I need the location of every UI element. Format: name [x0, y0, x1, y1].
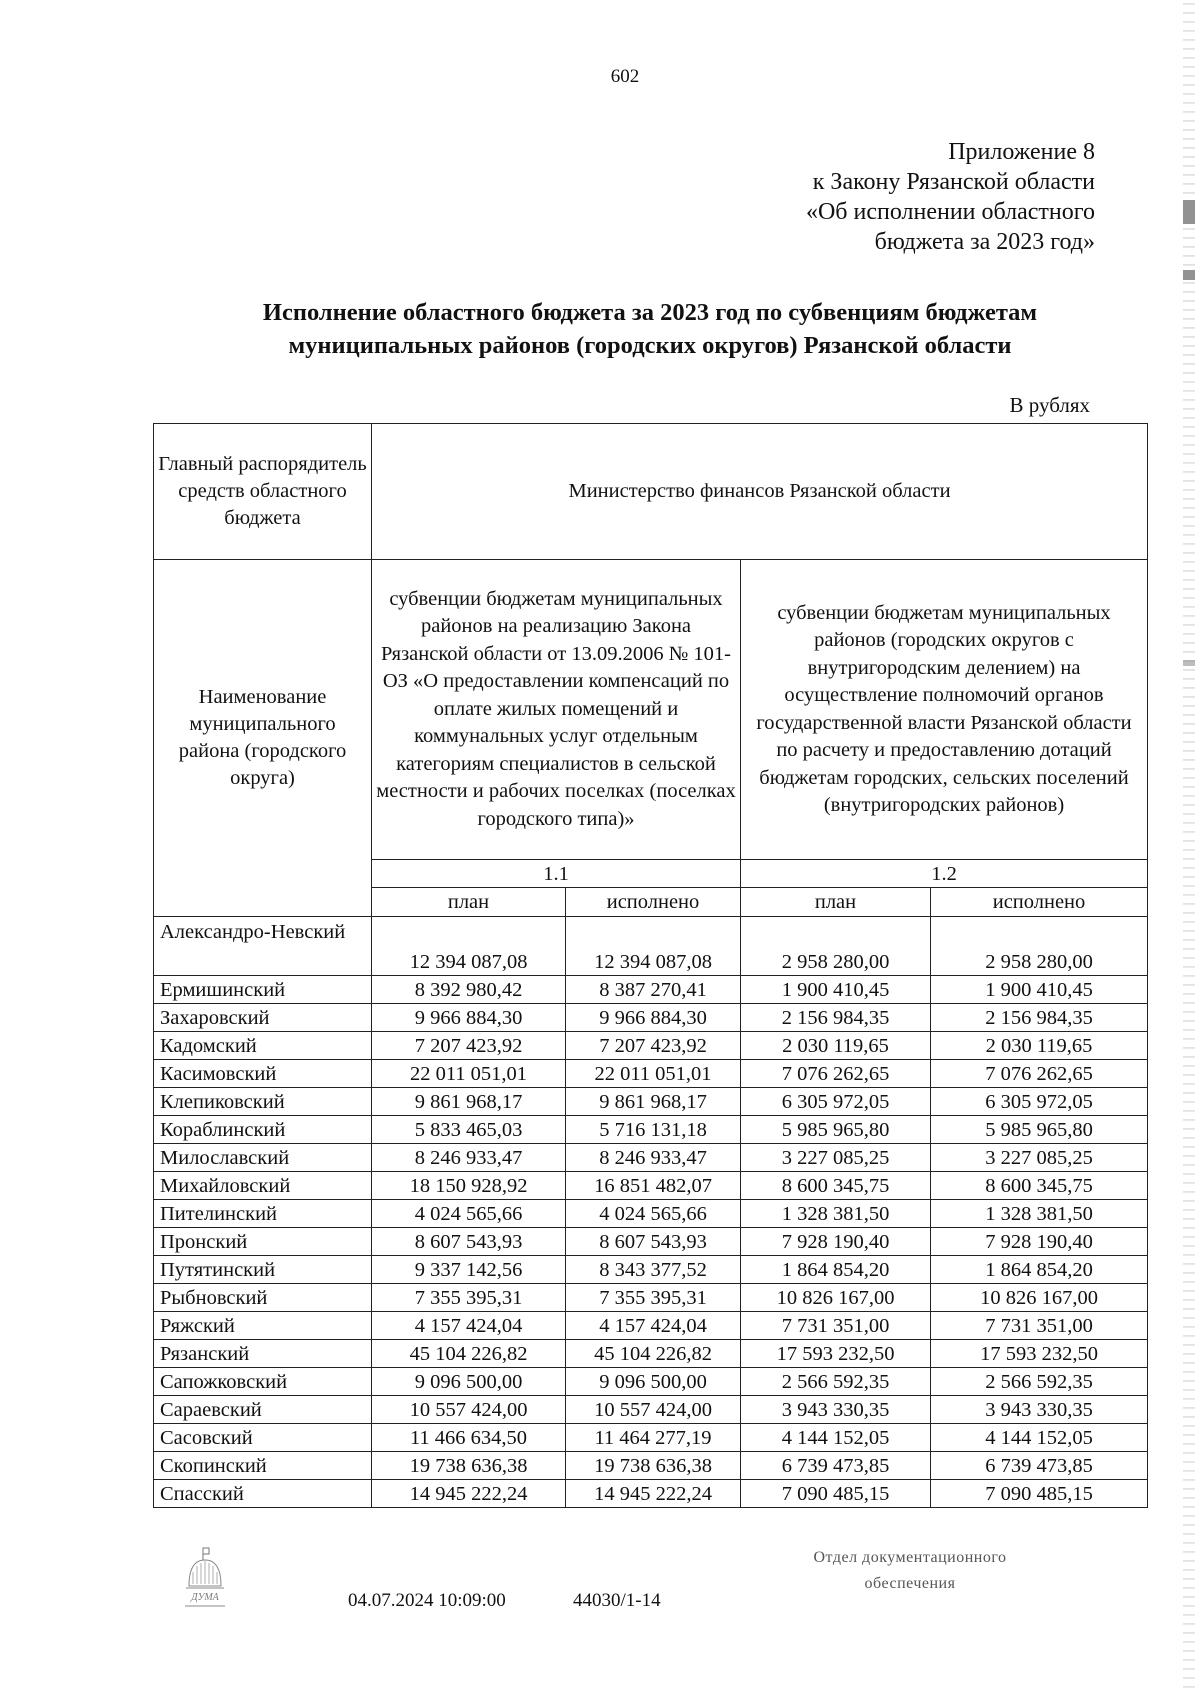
plan-1-value: 8 607 543,93 — [372, 1228, 566, 1256]
plan-1-value: 11 466 634,50 — [372, 1424, 566, 1452]
subventions-table — [153, 423, 1148, 1508]
header-name-label: Наименование муниципального района (городского округа) — [154, 560, 372, 917]
plan-1-value: 9 861 968,17 — [372, 1088, 566, 1116]
plan-2-value: 17 593 232,50 — [741, 1340, 931, 1368]
scan-mark — [1183, 270, 1195, 280]
plan-1-value: 9 966 884,30 — [372, 1004, 566, 1032]
done-1-value: 8 387 270,41 — [566, 976, 741, 1004]
done-2-value: 8 600 345,75 — [931, 1172, 1148, 1200]
done-2-value: 2 958 280,00 — [931, 917, 1148, 976]
done-2-value: 2 566 592,35 — [931, 1368, 1148, 1396]
subcolumn-done-1: исполнено — [566, 888, 741, 917]
header-admin-label: Главный распорядитель средств областного бюджета — [154, 424, 372, 560]
district-name: Пронский — [154, 1228, 372, 1256]
appendix-line-1: Приложение 8 — [948, 139, 1095, 165]
table-row — [154, 1200, 1148, 1228]
table-row — [154, 976, 1148, 1004]
appendix-line-2: к Закону Рязанской области — [812, 169, 1095, 195]
done-1-value: 8 343 377,52 — [566, 1256, 741, 1284]
header-row-description — [154, 560, 1148, 860]
column-group-1-code: 1.1 — [372, 860, 741, 888]
table-row — [154, 1032, 1148, 1060]
done-1-value: 4 157 424,04 — [566, 1312, 741, 1340]
plan-1-value: 4 024 565,66 — [372, 1200, 566, 1228]
duma-building-icon — [183, 1546, 227, 1610]
table-row — [154, 1060, 1148, 1088]
done-2-value: 5 985 965,80 — [931, 1116, 1148, 1144]
done-1-value: 8 246 933,47 — [566, 1144, 741, 1172]
district-name: Спасский — [154, 1480, 372, 1508]
done-2-value: 10 826 167,00 — [931, 1284, 1148, 1312]
done-1-value: 14 945 222,24 — [566, 1480, 741, 1508]
plan-2-value: 1 864 854,20 — [741, 1256, 931, 1284]
done-2-value: 1 900 410,45 — [931, 976, 1148, 1004]
district-name: Путятинский — [154, 1256, 372, 1284]
done-1-value: 22 011 051,01 — [566, 1060, 741, 1088]
table-row — [154, 1452, 1148, 1480]
scan-mark — [1183, 200, 1195, 224]
plan-2-value: 3 943 330,35 — [741, 1396, 931, 1424]
plan-2-value: 7 076 262,65 — [741, 1060, 931, 1088]
done-1-value: 19 738 636,38 — [566, 1452, 741, 1480]
plan-2-value: 2 030 119,65 — [741, 1032, 931, 1060]
header-row-admin — [154, 424, 1148, 560]
district-name: Пителинский — [154, 1200, 372, 1228]
plan-1-value: 12 394 087,08 — [372, 917, 566, 976]
district-name: Ермишинский — [154, 976, 372, 1004]
done-2-value: 17 593 232,50 — [931, 1340, 1148, 1368]
district-name: Кадомский — [154, 1032, 372, 1060]
plan-2-value: 10 826 167,00 — [741, 1284, 931, 1312]
plan-1-value: 10 557 424,00 — [372, 1396, 566, 1424]
plan-2-value: 7 928 190,40 — [741, 1228, 931, 1256]
district-name: Милославский — [154, 1144, 372, 1172]
district-name: Ряжский — [154, 1312, 372, 1340]
logo-caption: ДУМА — [191, 1592, 219, 1603]
appendix-line-3: «Об исполнении областного — [805, 199, 1095, 225]
table-row — [154, 1396, 1148, 1424]
done-2-value: 1 864 854,20 — [931, 1256, 1148, 1284]
scan-mark — [1183, 660, 1195, 666]
done-2-value: 7 731 351,00 — [931, 1312, 1148, 1340]
plan-2-value: 6 305 972,05 — [741, 1088, 931, 1116]
plan-1-value: 45 104 226,82 — [372, 1340, 566, 1368]
table-row — [154, 1088, 1148, 1116]
plan-2-value: 1 328 381,50 — [741, 1200, 931, 1228]
column-group-2-code: 1.2 — [741, 860, 1148, 888]
scan-edge-strip — [1183, 0, 1195, 1695]
done-2-value: 4 144 152,05 — [931, 1424, 1148, 1452]
district-name: Клепиковский — [154, 1088, 372, 1116]
plan-1-value: 9 337 142,56 — [372, 1256, 566, 1284]
plan-2-value: 7 090 485,15 — [741, 1480, 931, 1508]
title-line-2: муниципальных районов (городских округов) Рязанской области — [288, 332, 1012, 359]
plan-2-value: 7 731 351,00 — [741, 1312, 931, 1340]
done-1-value: 12 394 087,08 — [566, 917, 741, 976]
district-name: Рыбновский — [154, 1284, 372, 1312]
done-1-value: 7 207 423,92 — [566, 1032, 741, 1060]
done-2-value: 7 090 485,15 — [931, 1480, 1148, 1508]
subcolumn-plan-1: план — [372, 888, 566, 917]
plan-2-value: 6 739 473,85 — [741, 1452, 931, 1480]
department-line-2: обеспечения — [864, 1575, 956, 1592]
done-1-value: 45 104 226,82 — [566, 1340, 741, 1368]
column-group-1-description: субвенции бюджетам муниципальных районов на реализацию Закона Рязанской области от 13.09.2006 № 101-ОЗ «О предоставлении компенсаций по оплате жилых помещений и коммунальных услуг отдельным категориям специалистов в сельской местности и рабочих поселках (поселках городского типа)» — [372, 560, 741, 860]
plan-2-value: 3 227 085,25 — [741, 1144, 931, 1172]
done-2-value: 2 030 119,65 — [931, 1032, 1148, 1060]
plan-1-value: 9 096 500,00 — [372, 1368, 566, 1396]
column-group-2-description: субвенции бюджетам муниципальных районов (городских округов с внутригородским делением) на осуществление полномочий органов государственной власти Рязанской области по расчету и предоставлению дотаций бюджетам городских, сельских поселений (внутригородских районов) — [741, 560, 1148, 860]
plan-2-value: 4 144 152,05 — [741, 1424, 931, 1452]
subcolumn-plan-2: план — [741, 888, 931, 917]
done-1-value: 11 464 277,19 — [566, 1424, 741, 1452]
done-1-value: 9 096 500,00 — [566, 1368, 741, 1396]
district-name: Сасовский — [154, 1424, 372, 1452]
units-label: В рублях — [1009, 393, 1090, 417]
district-name: Захаровский — [154, 1004, 372, 1032]
done-2-value: 6 305 972,05 — [931, 1088, 1148, 1116]
done-2-value: 2 156 984,35 — [931, 1004, 1148, 1032]
title-line-1: Исполнение областного бюджета за 2023 год по субвенциям бюджетам — [262, 299, 1038, 326]
plan-1-value: 19 738 636,38 — [372, 1452, 566, 1480]
footer-department-stamp — [760, 1545, 1060, 1597]
table-row — [154, 1340, 1148, 1368]
done-2-value: 6 739 473,85 — [931, 1452, 1148, 1480]
plan-1-value: 18 150 928,92 — [372, 1172, 566, 1200]
table-row — [154, 1116, 1148, 1144]
plan-1-value: 14 945 222,24 — [372, 1480, 566, 1508]
plan-2-value: 5 985 965,80 — [741, 1116, 931, 1144]
done-2-value: 7 928 190,40 — [931, 1228, 1148, 1256]
done-2-value: 3 227 085,25 — [931, 1144, 1148, 1172]
department-line-1: Отдел документационного — [813, 1549, 1007, 1566]
district-name: Кораблинский — [154, 1116, 372, 1144]
district-name: Михайловский — [154, 1172, 372, 1200]
done-1-value: 16 851 482,07 — [566, 1172, 741, 1200]
done-1-value: 5 716 131,18 — [566, 1116, 741, 1144]
plan-1-value: 7 207 423,92 — [372, 1032, 566, 1060]
plan-1-value: 8 246 933,47 — [372, 1144, 566, 1172]
table-row — [154, 1228, 1148, 1256]
table-row — [154, 1144, 1148, 1172]
header-admin-value: Министерство финансов Рязанской области — [372, 424, 1148, 560]
done-2-value: 7 076 262,65 — [931, 1060, 1148, 1088]
table-row — [154, 1312, 1148, 1340]
table-row — [154, 1480, 1148, 1508]
plan-1-value: 7 355 395,31 — [372, 1284, 566, 1312]
district-name: Сараевский — [154, 1396, 372, 1424]
done-1-value: 8 607 543,93 — [566, 1228, 741, 1256]
page-number: 602 — [610, 66, 640, 87]
plan-1-value: 22 011 051,01 — [372, 1060, 566, 1088]
footer-registration-number: 44030/1-14 — [573, 1590, 661, 1611]
table-row — [154, 1284, 1148, 1312]
district-name: Александро-Невский — [154, 917, 372, 976]
done-1-value: 9 966 884,30 — [566, 1004, 741, 1032]
district-name: Скопинский — [154, 1452, 372, 1480]
table-row — [154, 1368, 1148, 1396]
footer-timestamp: 04.07.2024 10:09:00 — [348, 1590, 506, 1611]
district-name: Сапожковский — [154, 1368, 372, 1396]
appendix-line-4: бюджета за 2023 год» — [874, 229, 1095, 255]
table-row — [154, 1424, 1148, 1452]
appendix-reference — [806, 137, 1095, 257]
done-1-value: 10 557 424,00 — [566, 1396, 741, 1424]
plan-2-value: 2 958 280,00 — [741, 917, 931, 976]
subcolumn-done-2: исполнено — [931, 888, 1148, 917]
done-1-value: 9 861 968,17 — [566, 1088, 741, 1116]
table-row — [154, 1256, 1148, 1284]
plan-2-value: 8 600 345,75 — [741, 1172, 931, 1200]
table-row — [154, 917, 1148, 976]
table-row — [154, 1004, 1148, 1032]
done-2-value: 3 943 330,35 — [931, 1396, 1148, 1424]
done-1-value: 4 024 565,66 — [566, 1200, 741, 1228]
table-row — [154, 1172, 1148, 1200]
table-body — [154, 917, 1148, 1508]
plan-2-value: 2 156 984,35 — [741, 1004, 931, 1032]
done-2-value: 1 328 381,50 — [931, 1200, 1148, 1228]
document-title — [150, 296, 1150, 362]
plan-1-value: 4 157 424,04 — [372, 1312, 566, 1340]
plan-2-value: 2 566 592,35 — [741, 1368, 931, 1396]
plan-1-value: 5 833 465,03 — [372, 1116, 566, 1144]
done-1-value: 7 355 395,31 — [566, 1284, 741, 1312]
plan-2-value: 1 900 410,45 — [741, 976, 931, 1004]
plan-1-value: 8 392 980,42 — [372, 976, 566, 1004]
district-name: Касимовский — [154, 1060, 372, 1088]
district-name: Рязанский — [154, 1340, 372, 1368]
